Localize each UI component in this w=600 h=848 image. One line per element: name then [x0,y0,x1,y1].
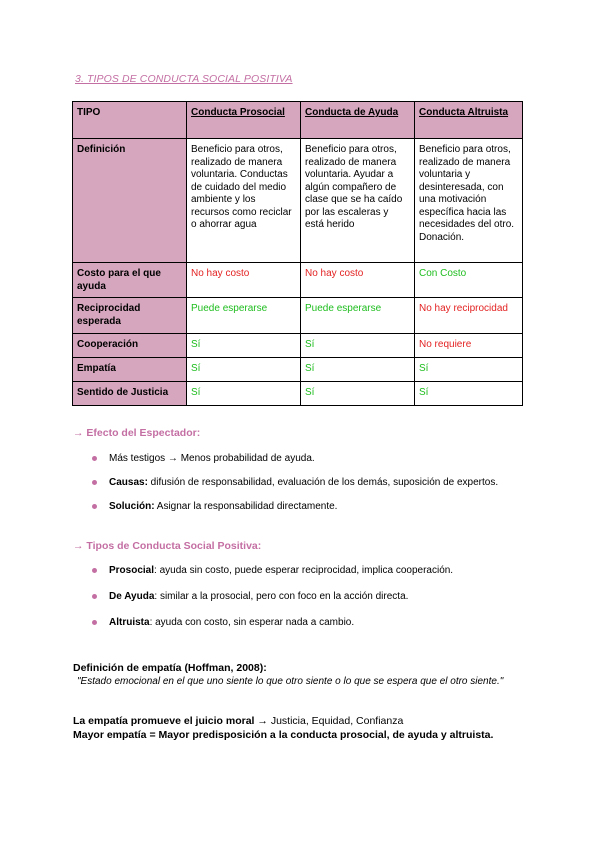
table-row [73,139,523,263]
bullet-icon [92,504,97,509]
row-label: Cooperación [73,334,187,358]
list-item [92,452,512,465]
item-text: : ayuda con costo, sin esperar nada a cambio. [149,617,355,628]
table-cell: No hay costo [301,263,415,298]
item-bold: Altruista [109,617,150,628]
table-cell: Sí [301,334,415,358]
juicio-moral-line [73,715,403,727]
table-cell: Sí [187,382,301,406]
bullet-icon [92,568,97,573]
bullet-icon [92,480,97,485]
bullet-icon [92,620,97,625]
item-bold: Prosocial [109,565,155,576]
table-header-row [73,102,523,139]
section-title: 3. TIPOS DE CONDUCTA SOCIAL POSITIVA [75,73,293,85]
table-cell: No requiere [415,334,523,358]
empatia-title: Definición de empatía (Hoffman, 2008): [73,662,267,674]
table-row [73,358,523,382]
list-item [92,616,512,629]
table-cell: Beneficio para otros, realizado de manera voluntaria. Ayudar a algún compañero de clase que se ha caído por las escaleras y está herido [301,139,415,263]
row-label: Reciprocidad esperada [73,298,187,334]
item-text: : similar a la prosocial, pero con foco en la acción directa. [154,591,409,602]
table-cell: Sí [187,334,301,358]
table-row [73,382,523,406]
table-cell: Sí [301,382,415,406]
table-cell: Puede esperarse [301,298,415,334]
bullet-icon [92,594,97,599]
header-cell-ayuda: Conducta de Ayuda [301,102,415,139]
tipos-list [92,564,512,629]
item-text: difusión de responsabilidad, evaluación de los demás, suposición de expertos. [147,477,499,488]
list-item [92,564,512,577]
row-label: Costo para el que ayuda [73,263,187,298]
efecto-heading: → Efecto del Espectador: [73,427,201,439]
empatia-definition [73,662,533,688]
table-cell: Beneficio para otros, realizado de manera voluntaria. Conductas de cuidado del medio ambiente y los recursos como reciclar o ahorrar agua [187,139,301,263]
table-cell: Con Costo [415,263,523,298]
table-row [73,298,523,334]
header-cell-prosocial: Conducta Prosocial [187,102,301,139]
item-bold: De Ayuda [109,591,155,602]
bullet-icon [92,456,97,461]
list-item [92,500,512,513]
item-bold: Causas: [109,477,148,488]
header-cell-tipo: TIPO [73,102,187,139]
row-label: Definición [73,139,187,263]
item-text: Más testigos → Menos probabilidad de ayuda. [109,453,315,464]
table-row [73,263,523,298]
table-cell: Sí [187,358,301,382]
efecto-list [92,452,512,513]
row-label: Empatía [73,358,187,382]
header-cell-altruista: Conducta Altruista [415,102,523,139]
table-cell: Beneficio para otros, realizado de manera voluntaria y desinteresada, con una motivación específica hacia las necesidades del otro. Donación. [415,139,523,263]
conducta-table [72,101,523,406]
list-item [92,590,512,603]
row-label: Sentido de Justicia [73,382,187,406]
table-cell: No hay costo [187,263,301,298]
mayor-empatia-line: Mayor empatía = Mayor predisposición a la conducta prosocial, de ayuda y altruista. [73,729,494,741]
list-item [92,476,512,489]
table-row [73,334,523,358]
juicio-moral-rest: → Justicia, Equidad, Confianza [254,715,404,727]
table-cell: Puede esperarse [187,298,301,334]
table-cell: Sí [301,358,415,382]
table-cell: Sí [415,358,523,382]
table-cell: Sí [415,382,523,406]
item-text: : ayuda sin costo, puede esperar reciprocidad, implica cooperación. [154,565,454,576]
empatia-quote: "Estado emocional en el que uno siente lo que otro siente o lo que se espera que el otro siente." [77,676,504,687]
tipos-heading: → Tipos de Conducta Social Positiva: [73,540,262,552]
item-bold: Solución: [109,501,155,512]
juicio-moral-bold: La empatía promueve el juicio moral [73,715,255,727]
item-text: Asignar la responsabilidad directamente. [154,501,338,512]
table-cell: No hay reciprocidad [415,298,523,334]
